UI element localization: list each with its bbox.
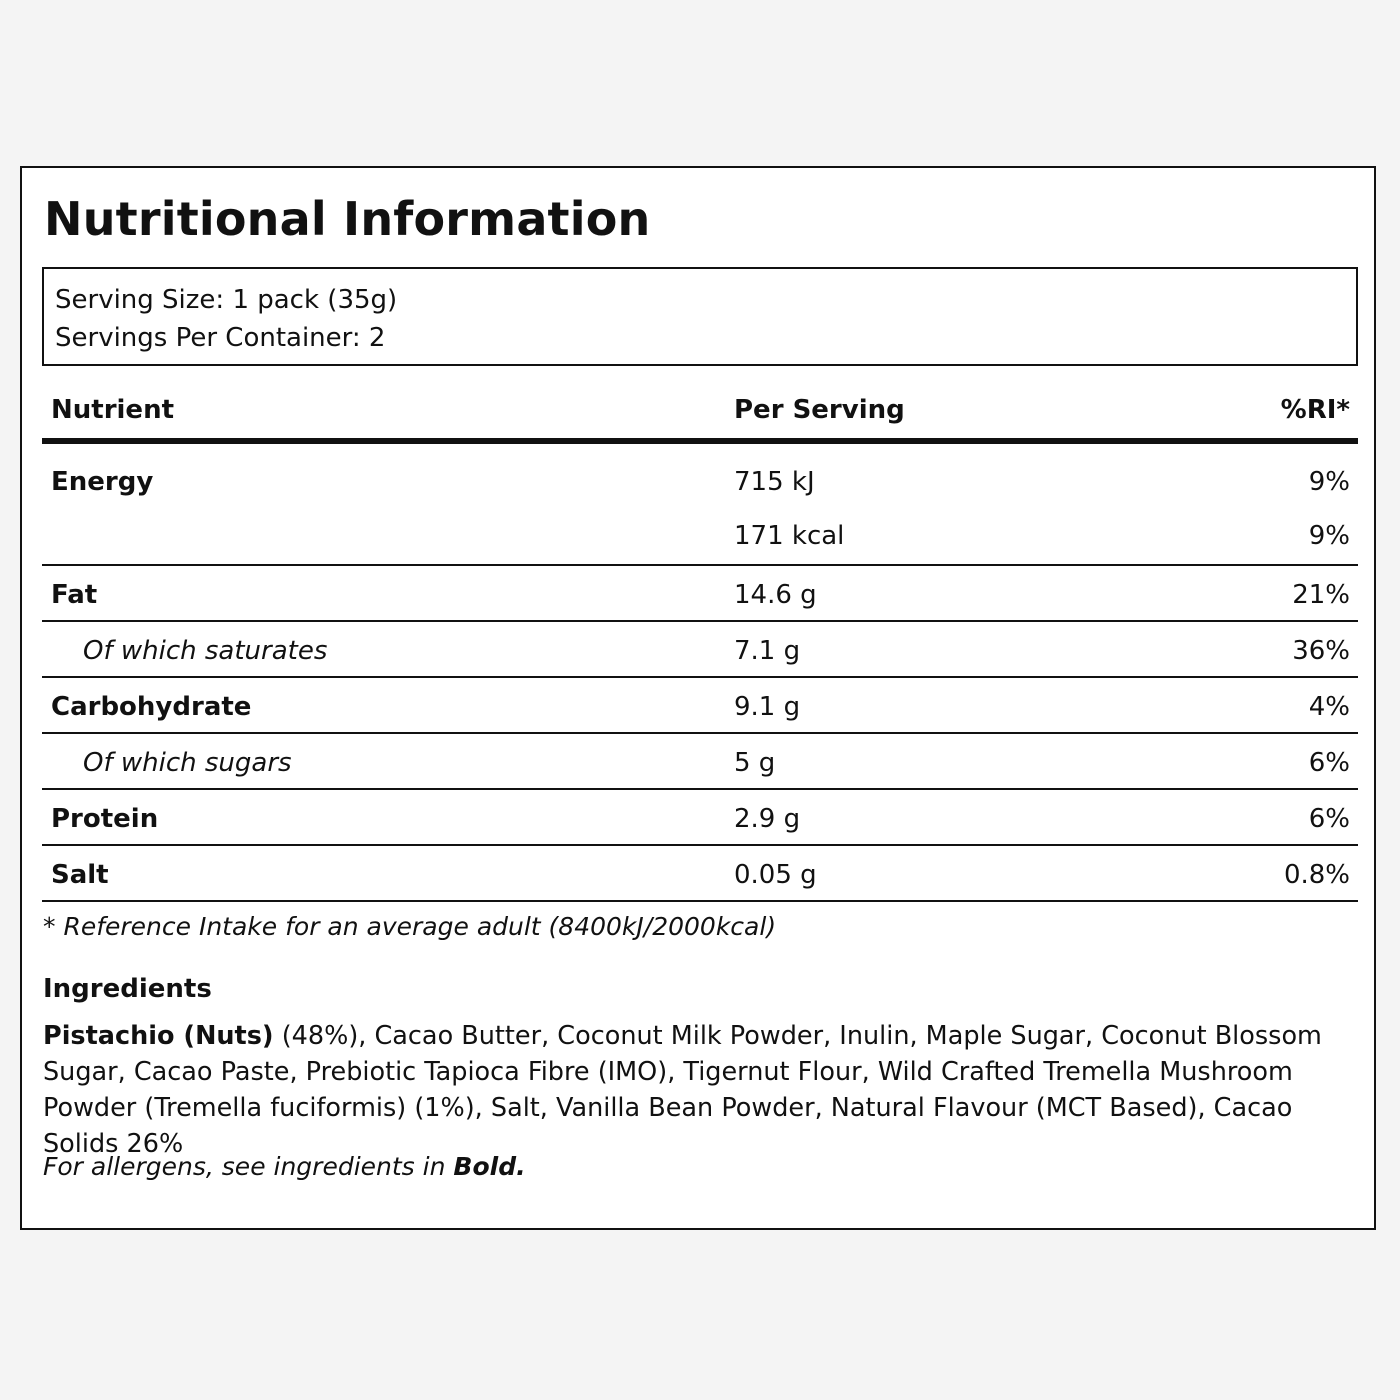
ingredients-heading: Ingredients — [43, 974, 212, 1004]
page-title: Nutritional Information — [44, 192, 651, 246]
energy-kcal-value: 171 kcal — [734, 521, 845, 551]
allergen-note-prefix: For allergens, see ingredients in — [43, 1152, 454, 1181]
table-row-sugars — [42, 734, 1358, 790]
energy-kj-value: 715 kJ — [734, 467, 815, 497]
nutrient-name: Energy — [51, 467, 154, 497]
nutrient-name: Protein — [51, 804, 159, 834]
ri-value: 36% — [1292, 636, 1350, 666]
servings-per-container: Servings Per Container: 2 — [55, 323, 386, 353]
energy-kcal-ri: 9% — [1308, 521, 1350, 551]
table-row-protein — [42, 790, 1358, 846]
per-serving-value: 5 g — [734, 748, 776, 778]
reference-intake-footnote: * Reference Intake for an average adult (8400kJ/2000kcal) — [43, 912, 777, 941]
allergen-note — [43, 1152, 526, 1181]
serving-info-box — [42, 267, 1358, 366]
header-ri: %RI* — [1280, 395, 1350, 425]
per-serving-value: 0.05 g — [734, 860, 817, 890]
allergen-note-bold: Bold. — [453, 1152, 526, 1181]
nutrient-name: Carbohydrate — [51, 692, 252, 722]
energy-kj-ri: 9% — [1308, 467, 1350, 497]
header-nutrient: Nutrient — [51, 395, 175, 425]
table-row-energy — [42, 444, 1358, 566]
header-per-serving: Per Serving — [734, 395, 905, 425]
per-serving-value: 9.1 g — [734, 692, 801, 722]
ingredients-allergen-bold: Pistachio (Nuts) — [43, 1021, 274, 1051]
per-serving-value: 2.9 g — [734, 804, 801, 834]
serving-size: Serving Size: 1 pack (35g) — [55, 285, 398, 315]
per-serving-value: 7.1 g — [734, 636, 801, 666]
nutrient-name: Salt — [51, 860, 109, 890]
nutrition-table — [42, 390, 1358, 902]
ri-value: 6% — [1308, 804, 1350, 834]
ri-value: 21% — [1292, 580, 1350, 610]
table-row-fat — [42, 566, 1358, 622]
nutrient-name: Fat — [51, 580, 98, 610]
table-row-salt — [42, 846, 1358, 902]
ingredients-text — [43, 1018, 1343, 1162]
table-header — [42, 390, 1358, 444]
ri-value: 6% — [1308, 748, 1350, 778]
per-serving-value: 14.6 g — [734, 580, 817, 610]
ri-value: 4% — [1308, 692, 1350, 722]
nutrient-name: Of which saturates — [83, 636, 328, 666]
table-row-saturates — [42, 622, 1358, 678]
table-row-carbohydrate — [42, 678, 1358, 734]
ri-value: 0.8% — [1283, 860, 1350, 890]
nutrient-name: Of which sugars — [83, 748, 292, 778]
ingredients-rest: (48%), Cacao Butter, Coconut Milk Powder, Inulin, Maple Sugar, Coconut Blossom Sugar, Cacao Paste, Prebiotic Tapioca Fibre (IMO), Tigernut Flour, Wild Crafted Tremella Mushroom Powder (Tremella fuciformis) (1%), Salt, Vanilla Bean Powder, Natural Flavour (MCT Based), Cacao Solids 26% — [43, 1021, 1322, 1159]
nutrition-panel — [20, 166, 1376, 1230]
